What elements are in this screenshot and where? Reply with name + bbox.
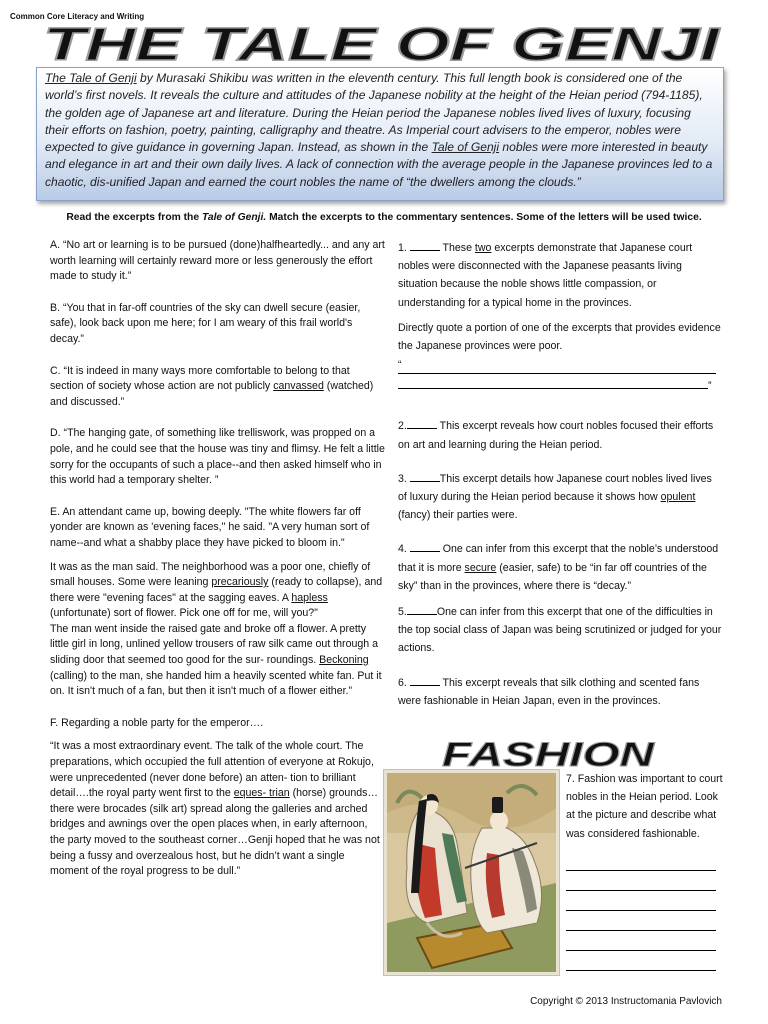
question-1	[398, 239, 723, 312]
question-3-text: This excerpt details how Japanese court nobles lived lives of luxury during the Heian period because it shows how	[398, 472, 712, 504]
excerpt-c-word: canvassed	[273, 380, 324, 393]
excerpt-e-3	[50, 622, 385, 700]
question-5-number: 5.	[398, 606, 407, 619]
heian-painting-illustration	[387, 773, 556, 972]
intro-book-title: The Tale of Genji	[45, 71, 137, 85]
question-2-text: This excerpt reveals how court nobles focused their efforts on art and learning during the Heian period.	[398, 420, 714, 451]
question-1-text-b: excerpts demonstrate that Japanese court nobles were disconnected with the Japanese peasants living situation because the noble shows little compassion, or understanding for a typical home in the provinces.	[398, 242, 693, 309]
question-3-number: 3.	[398, 472, 410, 485]
question-4-number: 4.	[398, 543, 410, 556]
excerpt-e: E. An attendant came up, bowing deeply. "The white flowers far off yonder are known as 'evening faces," he said. "A very human sort of name--and what a shabby place they have picked to bloom in."	[50, 505, 370, 549]
answer-blank-3[interactable]	[410, 470, 440, 482]
question-7	[566, 770, 726, 971]
answer-blank-6[interactable]	[410, 674, 440, 686]
excerpts-column	[50, 238, 385, 880]
answer-blank-1[interactable]	[410, 239, 440, 251]
excerpt-f-text-2: (horse) grounds…there were brocades (silk art) spread along the galleries and arched bridges and awnings over the open places when, in early afternoon, the party moved to the southeast corner…Genji hoped that he was not being a fussy and overzealous host, but he didn’t want a single moment of the royal progress to be dull.”	[50, 787, 380, 878]
excerpt-e-word-1: precariously	[211, 576, 269, 589]
excerpt-f-heading: F. Regarding a noble party for the emperor….	[50, 716, 264, 729]
question-4	[398, 540, 723, 595]
instructions	[0, 212, 768, 223]
question-2-number: 2.	[398, 420, 407, 433]
excerpt-d: D. “The hanging gate, of something like trelliswork, was propped on a pole, and he could see that the house was tiny and flimsy. He felt a little sorry for the occupants of such a place--and then asked himself who in this world had a temporary shelter. ”	[50, 427, 385, 487]
close-quote: ”	[708, 380, 712, 393]
question-2	[398, 417, 723, 453]
intro-box	[36, 67, 724, 201]
instructions-part-1: Read the excerpts from the	[66, 212, 202, 223]
instructions-title: Tale of Genji.	[201, 212, 267, 223]
excerpt-e-3-text-b: (calling) to the man, she handed him a heavily scented white fan. Put it on. It isn't much of a fan, but then it isn't much of a flower either.”	[50, 669, 382, 698]
intro-book-title-2: Tale of Genji	[431, 140, 500, 155]
excerpt-e-2-text-c: (unfortunate) sort of flower. Pick one off for me, will you?"	[50, 607, 318, 620]
question-4-word: secure	[464, 561, 497, 574]
excerpt-e-2	[50, 560, 385, 622]
course-label: Common Core Literacy and Writing	[10, 12, 145, 21]
excerpt-f-text: “It was a most extraordinary event. The talk of the whole court. The preparations, which occupied the full attention of everyone at Rokujo, were unprecedented (never done before) an atten- tion to brilliant detail….the royal party went first to the	[50, 740, 374, 800]
question-4-text-b: (easier, safe) to be “in far off countries of the sky” than in the provinces, where there is “decay.”	[398, 561, 707, 592]
question-6	[398, 674, 723, 710]
intro-text-1: by Murasaki Shikibu was written in the eleventh century. This full length book is considered one of the world’s first novels. It reveals the culture and attitudes of the Japanese nobility at the height of the Heian period (794-1185), the golden age of Japanese art and literature. During the Heian period the Japanese nobles lived lives of luxury, focusing their efforts on fashion, poetry, painting, calligraphy and theatre. As Imperial court advisers to the emperor, nobles were expected to give guidance in governing Japan. Instead, as shown in the	[45, 71, 703, 155]
fashion-title	[438, 736, 658, 770]
question-4-text: One can infer from this excerpt that the noble’s understood that it is more	[398, 543, 719, 574]
question-3-text-b: (fancy) their parties were.	[398, 509, 518, 522]
excerpt-c-text: C. “It is indeed in many ways more comfortable to belong to that section of society whose action are not publicly	[50, 364, 350, 393]
question-5	[398, 603, 723, 658]
excerpt-e-word-3: Beckoning	[319, 654, 369, 667]
excerpt-c	[50, 364, 385, 411]
excerpt-b: B. “You that in far-off countries of the sky can dwell secure (easier, safe), look back upon me here; for I am weary of this frail world's decay.”	[50, 301, 361, 345]
answer-blank-5[interactable]	[407, 603, 437, 615]
question-1-emphasis: two	[474, 242, 492, 254]
question-7-text: 7. Fashion was important to court nobles in the Heian period. Look at the picture and describe what was considered fashionable.	[566, 773, 723, 840]
question-3	[398, 470, 723, 525]
page-title-text: THE TALE OF GENJI	[43, 22, 721, 66]
intro-text-2: nobles were more interested in beauty and elegance in art and their own daily lives. A lack of connection with the average people in the Japanese provinces led to a chaotic, dis-unified Japan and earned the court nobles the name of “the dwellers among the clouds.”	[45, 140, 713, 189]
excerpt-c-text-2: (watched) and discussed.”	[50, 380, 374, 408]
excerpt-a: A. “No art or learning is to be pursued (done)halfheartedly... and any art worth learning will certainly reward more or less generously the effort made to study it.”	[50, 239, 385, 283]
question-6-number: 6.	[398, 676, 410, 689]
quote-answer-area[interactable]	[398, 359, 723, 395]
excerpt-f	[50, 739, 385, 879]
question-1-number: 1.	[398, 242, 410, 254]
excerpt-e-word-2: hapless	[291, 591, 328, 604]
excerpt-e-2-text: It was as the man said. The neighborhood was a poor one, chiefly of small houses. Some were leaning	[50, 560, 371, 589]
answer-blank-4[interactable]	[410, 540, 440, 552]
excerpt-e-2-text-b: (ready to collapse), and there were "evening faces" at the sagging eaves. A	[50, 576, 383, 604]
question-1-follow-up: Directly quote a portion of one of the excerpts that provides evidence the Japanese provinces were poor.	[398, 321, 721, 353]
question-1-text: These	[439, 242, 475, 254]
answer-blank-2[interactable]	[407, 417, 437, 429]
questions-column	[398, 239, 723, 710]
question-6-text: This excerpt reveals that silk clothing and scented fans were fashionable in Heian Japan, even in the provinces.	[398, 676, 700, 707]
heian-painting	[384, 770, 559, 975]
page-title	[36, 22, 726, 66]
open-quote: “	[398, 359, 402, 372]
excerpt-e-3-text: The man went inside the raised gate and broke off a flower. A pretty little girl in long, unlined yellow trousers of raw silk came out through a sliding door that seemed too good for the sur- roundings.	[50, 622, 378, 667]
fashion-title-text: FASHION	[442, 736, 657, 770]
instructions-part-2: Match the excerpts to the commentary sentences. Some of the letters will be used twice.	[266, 212, 702, 223]
excerpt-f-word: eques- trian	[233, 787, 290, 800]
question-3-word: opulent	[660, 491, 696, 504]
question-7-answer-lines[interactable]	[566, 851, 726, 971]
copyright: Copyright © 2013 Instructomania Pavlovich	[530, 996, 722, 1007]
question-5-text: One can infer from this excerpt that one of the difficulties in the top social class of Japan was being scrutinized or judged for your actions.	[398, 606, 722, 655]
